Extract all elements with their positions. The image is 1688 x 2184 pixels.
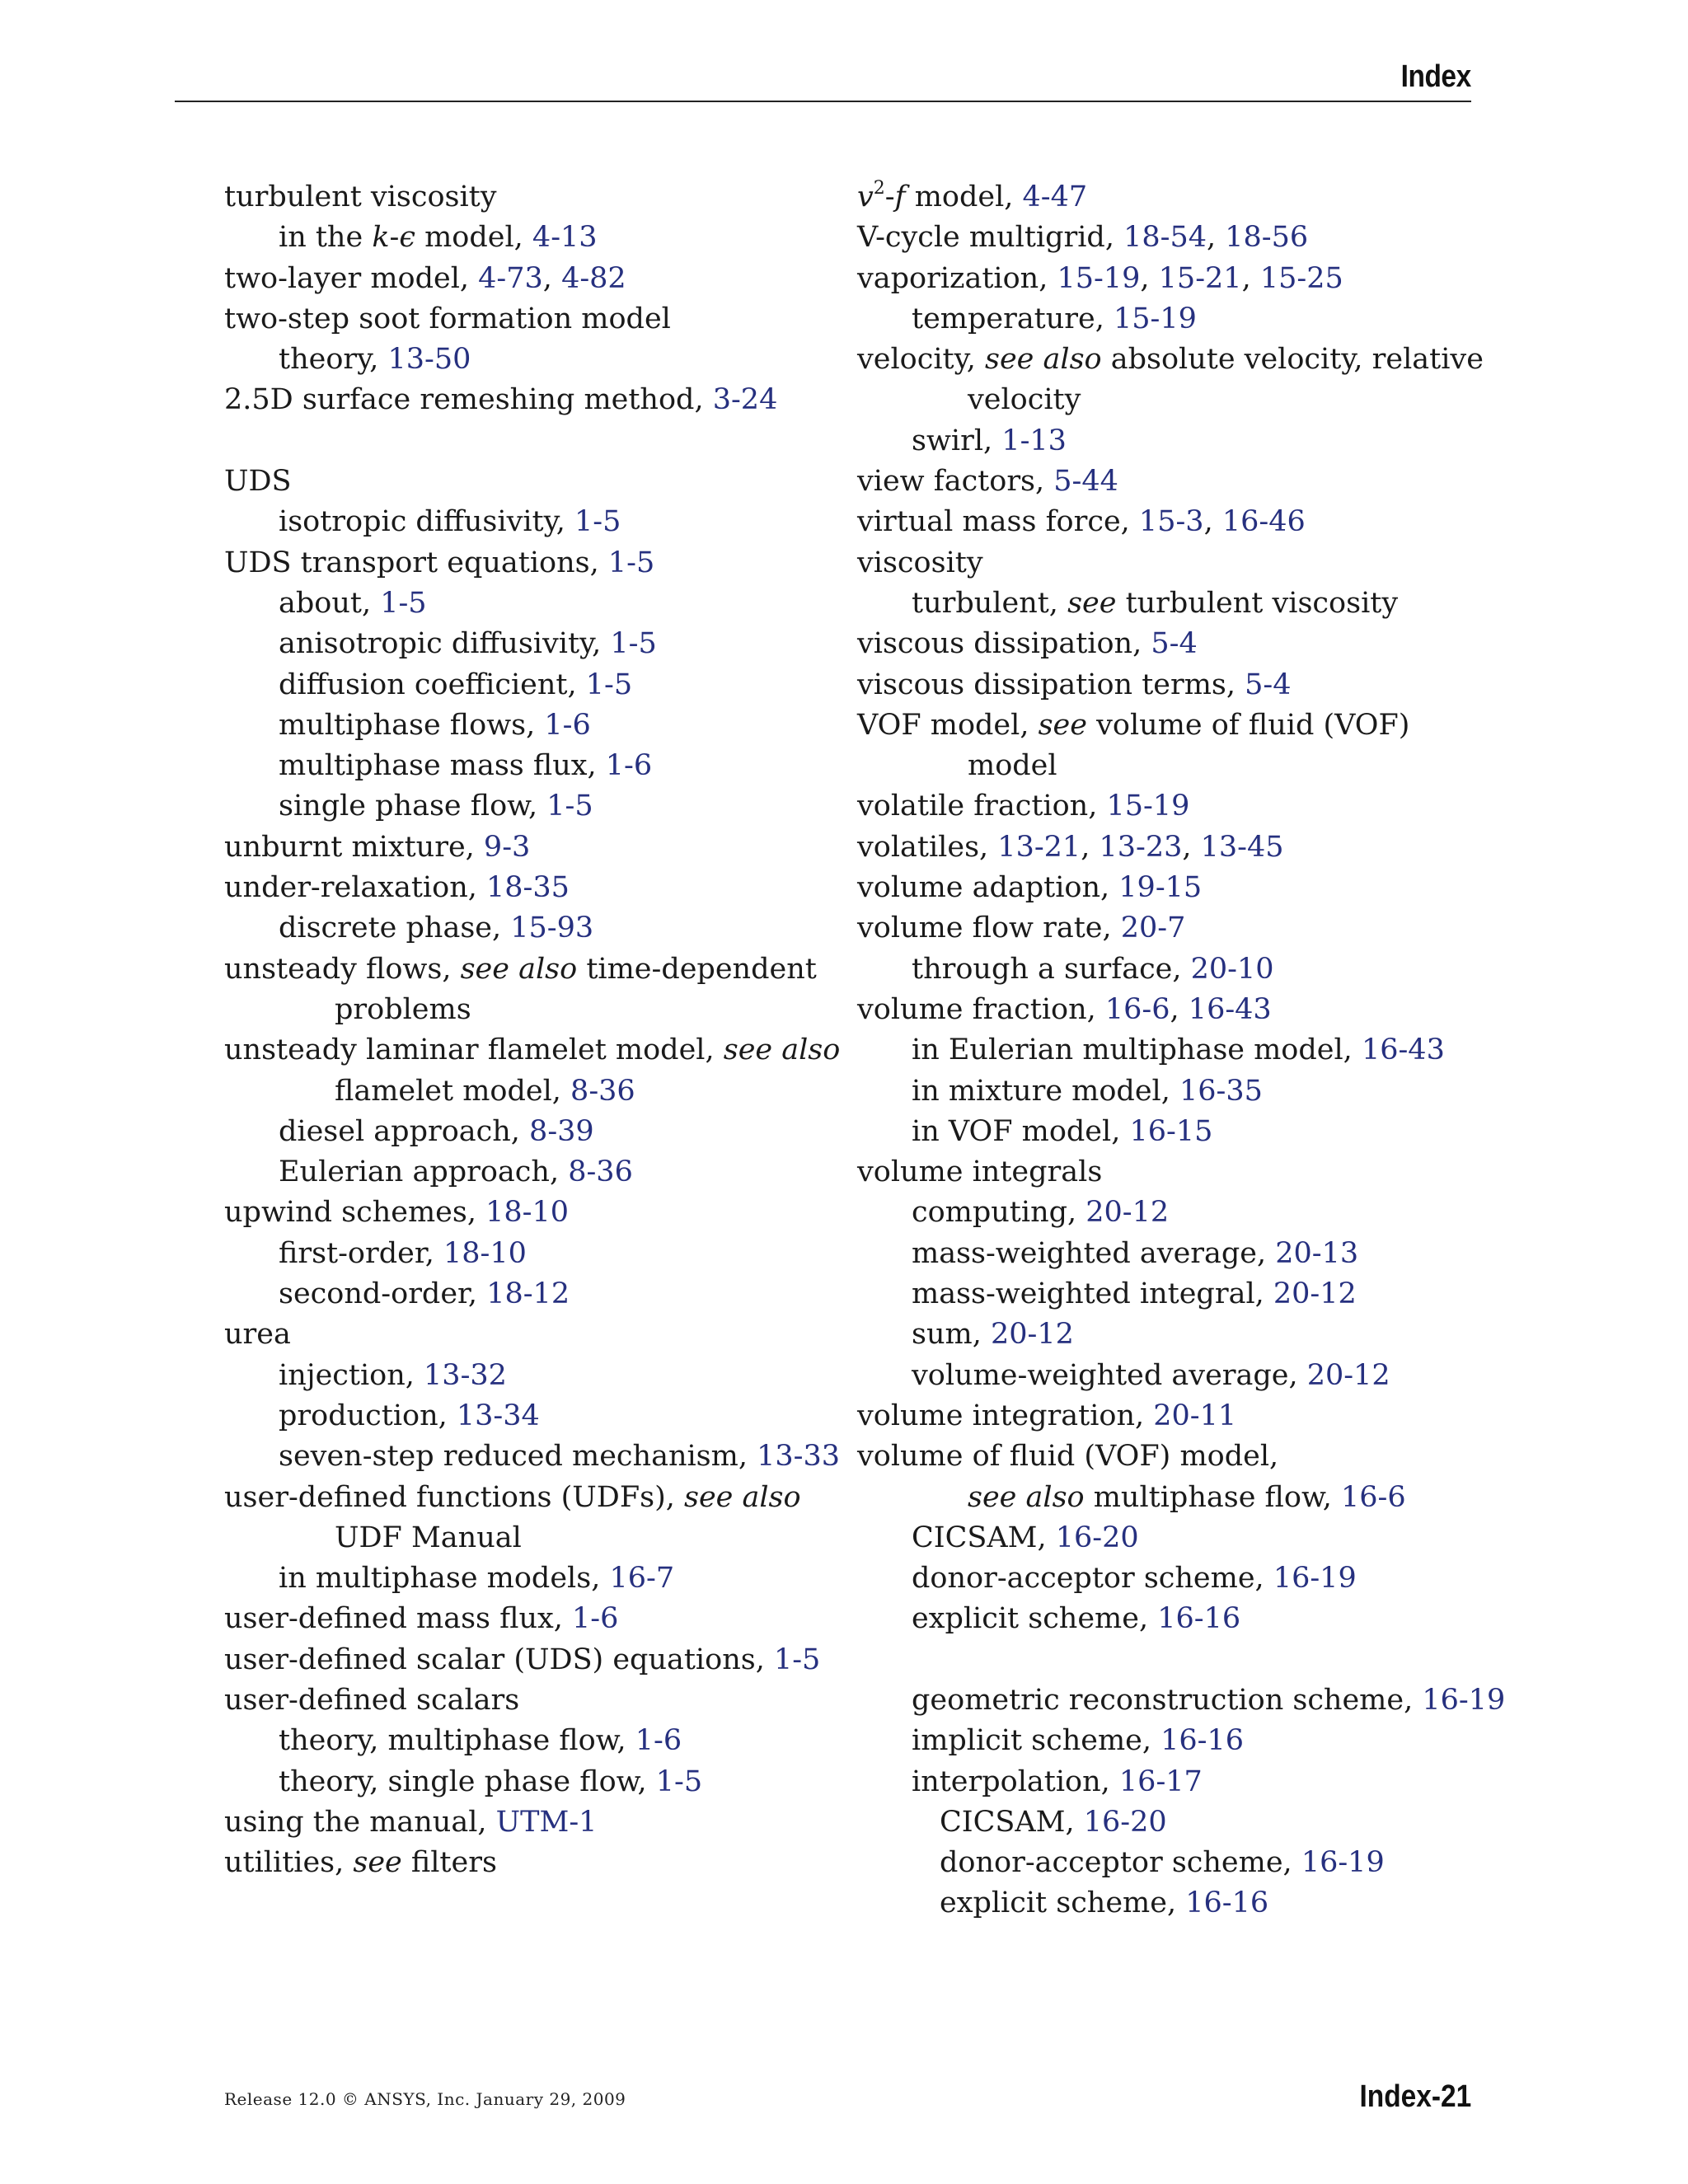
- index-text: absolute velocity, relative: [1101, 343, 1484, 377]
- index-entry-continuation: [857, 746, 1471, 786]
- index-text: viscous dissipation,: [857, 627, 1151, 661]
- index-text: ,: [1203, 505, 1222, 539]
- page-reference-link[interactable]: 1-5: [610, 627, 657, 661]
- index-text-italic: ϵ: [399, 221, 415, 255]
- index-entry: [224, 1843, 834, 1883]
- page-reference-link[interactable]: 16-16: [1160, 1724, 1245, 1758]
- index-entry: [857, 908, 1471, 949]
- index-column-left: [224, 177, 841, 1883]
- page-reference-link[interactable]: 13-45: [1200, 830, 1284, 864]
- index-subentry: [224, 786, 834, 827]
- page-header-title: Index: [1400, 59, 1471, 94]
- index-text: unsteady flows,: [224, 952, 461, 986]
- header-rule: [175, 101, 1471, 102]
- index-entry: [224, 1193, 834, 1233]
- page-reference-link[interactable]: 13-34: [456, 1399, 540, 1432]
- page-reference-link[interactable]: 18-12: [486, 1277, 570, 1311]
- page-reference-link[interactable]: 18-56: [1225, 221, 1309, 255]
- index-entry: [857, 868, 1471, 908]
- index-text: ,: [1140, 261, 1159, 295]
- page-reference-link[interactable]: 1-5: [773, 1643, 821, 1676]
- index-entry: [224, 380, 834, 420]
- page-reference-link[interactable]: 16-17: [1118, 1765, 1203, 1798]
- index-subentry: [224, 1234, 834, 1274]
- index-entry: [857, 502, 1471, 542]
- index-text: in Eulerian multiphase model,: [912, 1033, 1362, 1067]
- index-text: -: [884, 180, 895, 213]
- index-spacer: [224, 421, 834, 462]
- page-reference-link[interactable]: 5-44: [1053, 465, 1118, 499]
- page-reference-link[interactable]: 16-19: [1422, 1683, 1506, 1717]
- index-subentry: [224, 1274, 834, 1315]
- page-reference-link[interactable]: 16-7: [609, 1562, 675, 1596]
- index-text: unburnt mixture,: [224, 830, 484, 864]
- index-text: urea: [224, 1318, 291, 1352]
- index-entry: [224, 462, 834, 502]
- index-text: multiphase flows,: [279, 708, 545, 742]
- page-reference-link[interactable]: 1-5: [574, 505, 621, 539]
- index-entry: [857, 1396, 1471, 1436]
- page-reference-link[interactable]: 20-7: [1120, 912, 1186, 945]
- page-reference-link[interactable]: 19-15: [1118, 871, 1203, 905]
- index-text: turbulent viscosity: [224, 180, 497, 213]
- index-text: model,: [415, 221, 532, 255]
- index-text: ,: [1206, 221, 1226, 255]
- page-reference-link[interactable]: 16-46: [1221, 505, 1306, 539]
- index-subentry: [857, 583, 1471, 624]
- page-reference-link[interactable]: 16-20: [1055, 1521, 1139, 1554]
- page-reference-link[interactable]: 1-5: [607, 546, 655, 579]
- index-entry: [224, 1478, 834, 1518]
- index-entry: [224, 868, 834, 908]
- index-text: two-layer model,: [224, 261, 479, 295]
- index-text: UDS transport equations,: [224, 546, 608, 579]
- index-entry: [857, 827, 1471, 868]
- index-entry: [857, 259, 1471, 299]
- page-reference-link[interactable]: 1-5: [585, 668, 633, 701]
- index-text-italic: see: [353, 1846, 402, 1880]
- index-subentry: [224, 624, 834, 664]
- page-reference-link[interactable]: 18-10: [485, 1196, 570, 1230]
- index-text: volatile fraction,: [857, 790, 1107, 823]
- index-subentry: [857, 421, 1471, 462]
- index-text: mass-weighted average,: [912, 1236, 1276, 1270]
- index-subentry: [857, 1356, 1471, 1396]
- page-reference-link[interactable]: 1-13: [1001, 424, 1067, 457]
- index-entry: [224, 827, 834, 868]
- index-text-italic: f: [894, 180, 906, 213]
- index-text: computing,: [912, 1196, 1086, 1230]
- index-superscript: 2: [873, 178, 885, 199]
- page-reference-link[interactable]: 20-12: [1085, 1196, 1170, 1230]
- footer-release: Release 12.0 © ANSYS, Inc. January 29, 2009: [224, 2089, 626, 2109]
- index-text: UDS: [224, 465, 292, 499]
- index-text: user-defined functions (UDFs),: [224, 1480, 684, 1514]
- index-text: mass-weighted integral,: [912, 1277, 1273, 1311]
- index-text-italic: see: [1067, 586, 1117, 620]
- index-text: two-step soot formation model: [224, 302, 671, 335]
- page-reference-link[interactable]: 15-93: [510, 912, 594, 945]
- index-text-italic: see also: [460, 952, 578, 986]
- index-subentry: [857, 1558, 1471, 1599]
- page-reference-link[interactable]: 16-16: [1157, 1602, 1241, 1636]
- index-text: diffusion coefficient,: [279, 668, 586, 701]
- page-reference-link[interactable]: 9-3: [483, 830, 531, 864]
- index-text: problems: [335, 992, 471, 1026]
- index-text: volume fraction,: [857, 992, 1105, 1026]
- index-text: volatiles,: [857, 830, 998, 864]
- index-text: Eulerian approach,: [279, 1155, 569, 1189]
- index-subentry: [857, 1234, 1471, 1274]
- index-text: single phase flow,: [279, 790, 547, 823]
- index-entry: [857, 705, 1471, 746]
- index-entry: [857, 462, 1471, 502]
- index-entry: [224, 1599, 834, 1639]
- index-subentry: [224, 1112, 834, 1152]
- index-entry-continuation: [224, 990, 834, 1030]
- index-text: through a surface,: [912, 952, 1191, 986]
- index-entry-continuation: [857, 1478, 1471, 1518]
- index-text: vaporization,: [857, 261, 1057, 295]
- page-reference-link[interactable]: 16-43: [1361, 1033, 1445, 1067]
- index-subentry: [224, 1396, 834, 1436]
- index-subentry: [857, 1762, 1471, 1802]
- page-reference-link[interactable]: 15-19: [1057, 261, 1141, 295]
- page-reference-link[interactable]: 13-21: [997, 830, 1081, 864]
- index-text: volume integrals: [857, 1155, 1103, 1189]
- page-reference-link[interactable]: 16-16: [1185, 1886, 1269, 1920]
- index-subentry: [224, 1152, 834, 1193]
- index-entry: [224, 949, 834, 990]
- index-entry: [224, 543, 834, 583]
- index-subentry: [224, 705, 834, 746]
- index-text: in the: [279, 221, 373, 255]
- index-text: interpolation,: [912, 1765, 1119, 1798]
- index-text: model,: [905, 180, 1023, 213]
- index-entry: [857, 340, 1484, 380]
- page-reference-link[interactable]: 20-11: [1153, 1399, 1237, 1432]
- index-text: diesel approach,: [279, 1114, 530, 1148]
- page-reference-link[interactable]: 15-19: [1106, 790, 1190, 823]
- index-entry: [224, 1030, 841, 1071]
- index-text: temperature,: [912, 302, 1114, 335]
- index-text: discrete phase,: [279, 912, 511, 945]
- index-text: utilities,: [224, 1846, 354, 1880]
- index-text: volume of fluid (VOF): [1086, 708, 1410, 742]
- index-text: V-cycle multigrid,: [857, 221, 1124, 255]
- page-reference-link[interactable]: 16-15: [1129, 1114, 1213, 1148]
- index-text: injection,: [279, 1358, 424, 1392]
- index-text: flamelet model,: [335, 1074, 571, 1108]
- index-text: volume integration,: [857, 1399, 1154, 1432]
- index-text: viscous dissipation terms,: [857, 668, 1245, 701]
- index-subentry: [224, 1436, 840, 1477]
- page-reference-link[interactable]: 1-6: [605, 749, 653, 783]
- index-text-italic: see also: [723, 1033, 841, 1067]
- index-column-right: [857, 177, 1506, 1924]
- index-subentry: [857, 1843, 1471, 1883]
- index-text: time-dependent: [577, 952, 817, 986]
- index-text: volume adaption,: [857, 871, 1119, 905]
- index-entry: [224, 1640, 834, 1680]
- index-text: ,: [1182, 830, 1201, 864]
- index-text: ,: [1170, 992, 1189, 1026]
- index-subentry: [857, 1112, 1471, 1152]
- index-text: UDF Manual: [335, 1521, 522, 1554]
- index-entry-continuation: [224, 1518, 834, 1558]
- index-subentry: [224, 908, 834, 949]
- index-entry: [224, 1315, 834, 1355]
- page-reference-link[interactable]: 5-4: [1245, 668, 1292, 701]
- index-entry: [224, 259, 834, 299]
- page-reference-link[interactable]: 13-32: [424, 1358, 507, 1392]
- index-text: donor-acceptor scheme,: [912, 1562, 1273, 1596]
- index-text: upwind schemes,: [224, 1196, 486, 1230]
- index-text: multiphase flow,: [1084, 1480, 1342, 1514]
- index-text: volume of fluid (VOF) model,: [857, 1440, 1279, 1474]
- index-text: viscosity: [857, 546, 983, 579]
- index-text: in multiphase models,: [279, 1562, 610, 1596]
- index-text: geometric reconstruction scheme,: [912, 1683, 1423, 1717]
- page-reference-link[interactable]: 16-6: [1104, 992, 1170, 1026]
- index-subentry: [224, 583, 834, 624]
- page-reference-link[interactable]: 13-50: [387, 343, 471, 377]
- index-text-italic: k: [372, 221, 390, 255]
- index-subentry: [224, 1356, 834, 1396]
- page-reference-link[interactable]: 15-25: [1259, 261, 1343, 295]
- page-reference-link[interactable]: 16-6: [1341, 1480, 1406, 1514]
- index-text: explicit scheme,: [912, 1602, 1158, 1636]
- index-entry: [224, 1680, 834, 1721]
- index-subentry: [857, 949, 1471, 990]
- page-reference-link[interactable]: 8-36: [568, 1155, 633, 1189]
- index-entry: [857, 177, 1471, 218]
- page-reference-link[interactable]: 4-13: [532, 221, 598, 255]
- index-text: theory, single phase flow,: [279, 1765, 656, 1798]
- index-text: view factors,: [857, 465, 1054, 499]
- page-reference-link[interactable]: 20-10: [1190, 952, 1274, 986]
- page-reference-link[interactable]: 16-19: [1273, 1562, 1357, 1596]
- index-text: theory, multiphase flow,: [279, 1724, 635, 1758]
- page-reference-link[interactable]: 15-21: [1158, 261, 1242, 295]
- index-text: filters: [401, 1846, 497, 1880]
- index-text-italic: see also: [968, 1480, 1085, 1514]
- page-reference-link[interactable]: 13-23: [1099, 830, 1183, 864]
- index-subentry: [857, 1315, 1471, 1355]
- index-text: second-order,: [279, 1277, 487, 1311]
- index-entry: [857, 543, 1471, 583]
- index-entry: [857, 665, 1471, 705]
- page-reference-link[interactable]: 8-39: [529, 1114, 594, 1148]
- page-reference-link[interactable]: 16-19: [1301, 1846, 1385, 1880]
- index-text: swirl,: [912, 424, 1002, 457]
- index-subentry: [224, 746, 834, 786]
- index-subentry: [224, 218, 834, 258]
- index-text: theory,: [279, 343, 388, 377]
- page-reference-link[interactable]: 4-47: [1022, 180, 1088, 213]
- index-entry-continuation: [224, 1071, 834, 1112]
- index-text: velocity,: [857, 343, 985, 377]
- index-text-italic: v: [857, 180, 874, 213]
- index-text: in VOF model,: [912, 1114, 1130, 1148]
- index-entry: [857, 624, 1471, 664]
- index-text: user-defined scalars: [224, 1683, 520, 1717]
- index-text: turbulent,: [912, 586, 1068, 620]
- page-reference-link[interactable]: 1-6: [635, 1724, 682, 1758]
- index-text: using the manual,: [224, 1805, 496, 1839]
- index-spacer: [857, 1640, 1471, 1680]
- index-text: sum,: [912, 1318, 991, 1352]
- page-reference-link[interactable]: 16-43: [1188, 992, 1272, 1026]
- index-text: seven-step reduced mechanism,: [279, 1440, 757, 1474]
- index-text: production,: [279, 1399, 457, 1432]
- index-text: VOF model,: [857, 708, 1039, 742]
- page-reference-link[interactable]: 1-5: [546, 790, 593, 823]
- footer-page-number: Index-21: [1359, 2079, 1471, 2114]
- page-reference-link[interactable]: 15-3: [1138, 505, 1204, 539]
- index-text: CICSAM,: [912, 1521, 1056, 1554]
- page-reference-link[interactable]: 18-35: [486, 871, 570, 905]
- page-reference-link[interactable]: 8-36: [570, 1074, 635, 1108]
- page-reference-link[interactable]: 18-54: [1123, 221, 1207, 255]
- index-subentry: [224, 502, 834, 542]
- index-text-italic: see also: [985, 343, 1102, 377]
- index-text: 2.5D surface remeshing method,: [224, 383, 713, 417]
- page-reference-link[interactable]: 13-33: [757, 1440, 840, 1474]
- index-subentry: [224, 1721, 834, 1761]
- index-subentry: [224, 1762, 834, 1802]
- page-reference-link[interactable]: 15-19: [1113, 302, 1197, 335]
- index-subentry: [224, 665, 834, 705]
- page-reference-link[interactable]: 1-5: [655, 1765, 703, 1798]
- index-text: ,: [542, 261, 562, 295]
- index-text: in mixture model,: [912, 1074, 1179, 1108]
- index-entry: [224, 1802, 834, 1843]
- index-text-italic: see: [1038, 708, 1087, 742]
- index-text-italic: see also: [683, 1480, 801, 1514]
- index-subentry: [857, 1030, 1471, 1071]
- index-subentry: [857, 1883, 1471, 1924]
- index-text: explicit scheme,: [940, 1886, 1186, 1920]
- index-entry: [857, 990, 1471, 1030]
- page-reference-link[interactable]: 5-4: [1151, 627, 1198, 661]
- index-text: multiphase mass flux,: [279, 749, 606, 783]
- index-text: volume flow rate,: [857, 912, 1121, 945]
- page-reference-link[interactable]: 16-35: [1179, 1074, 1263, 1108]
- index-text: ,: [1081, 830, 1100, 864]
- index-text: about,: [279, 586, 381, 620]
- index-text: user-defined mass flux,: [224, 1602, 572, 1636]
- index-text: velocity: [968, 383, 1081, 417]
- index-entry: [857, 786, 1471, 827]
- index-text: implicit scheme,: [912, 1724, 1161, 1758]
- page-reference-link[interactable]: UTM-1: [495, 1805, 598, 1839]
- index-entry-continuation: [857, 380, 1471, 420]
- index-entry: [224, 177, 834, 218]
- index-subentry: [857, 1071, 1471, 1112]
- index-text: user-defined scalar (UDS) equations,: [224, 1643, 774, 1676]
- index-text: donor-acceptor scheme,: [940, 1846, 1301, 1880]
- index-text: first-order,: [279, 1236, 443, 1270]
- index-entry: [857, 218, 1471, 258]
- index-text: virtual mass force,: [857, 505, 1139, 539]
- page-reference-link[interactable]: 18-10: [443, 1236, 527, 1270]
- index-text: unsteady laminar flamelet model,: [224, 1033, 724, 1067]
- index-subentry: [857, 1599, 1471, 1639]
- index-subentry: [857, 1802, 1471, 1843]
- page-reference-link[interactable]: 20-12: [1273, 1277, 1357, 1311]
- page-reference-link[interactable]: 20-12: [990, 1318, 1074, 1352]
- page-reference-link[interactable]: 20-12: [1306, 1358, 1390, 1392]
- index-text: model: [968, 749, 1057, 783]
- page-reference-link[interactable]: 1-6: [572, 1602, 619, 1636]
- index-subentry: [224, 340, 834, 380]
- index-text: anisotropic diffusivity,: [279, 627, 611, 661]
- index-subentry: [857, 1518, 1471, 1558]
- page-reference-link[interactable]: 4-73: [478, 261, 543, 295]
- page-reference-link[interactable]: 1-6: [544, 708, 591, 742]
- page-reference-link[interactable]: 16-20: [1083, 1805, 1167, 1839]
- page-reference-link[interactable]: 20-13: [1275, 1236, 1359, 1270]
- page-reference-link[interactable]: 1-5: [380, 586, 427, 620]
- index-text: under-relaxation,: [224, 871, 486, 905]
- index-subentry: [857, 1721, 1471, 1761]
- page-reference-link[interactable]: 3-24: [712, 383, 778, 417]
- index-subentry: [857, 1680, 1506, 1721]
- index-text: turbulent viscosity: [1116, 586, 1399, 620]
- index-entry: [224, 299, 834, 340]
- index-text: -: [389, 221, 400, 255]
- index-text: volume-weighted average,: [912, 1358, 1307, 1392]
- index-text: isotropic diffusivity,: [279, 505, 574, 539]
- index-subentry: [857, 1274, 1471, 1315]
- index-text: ,: [1241, 261, 1260, 295]
- page-reference-link[interactable]: 4-82: [561, 261, 626, 295]
- index-subentry: [857, 1193, 1471, 1233]
- index-entry: [857, 1152, 1471, 1193]
- index-subentry: [857, 299, 1471, 340]
- index-subentry: [224, 1558, 834, 1599]
- index-entry: [857, 1436, 1471, 1477]
- index-text: CICSAM,: [940, 1805, 1084, 1839]
